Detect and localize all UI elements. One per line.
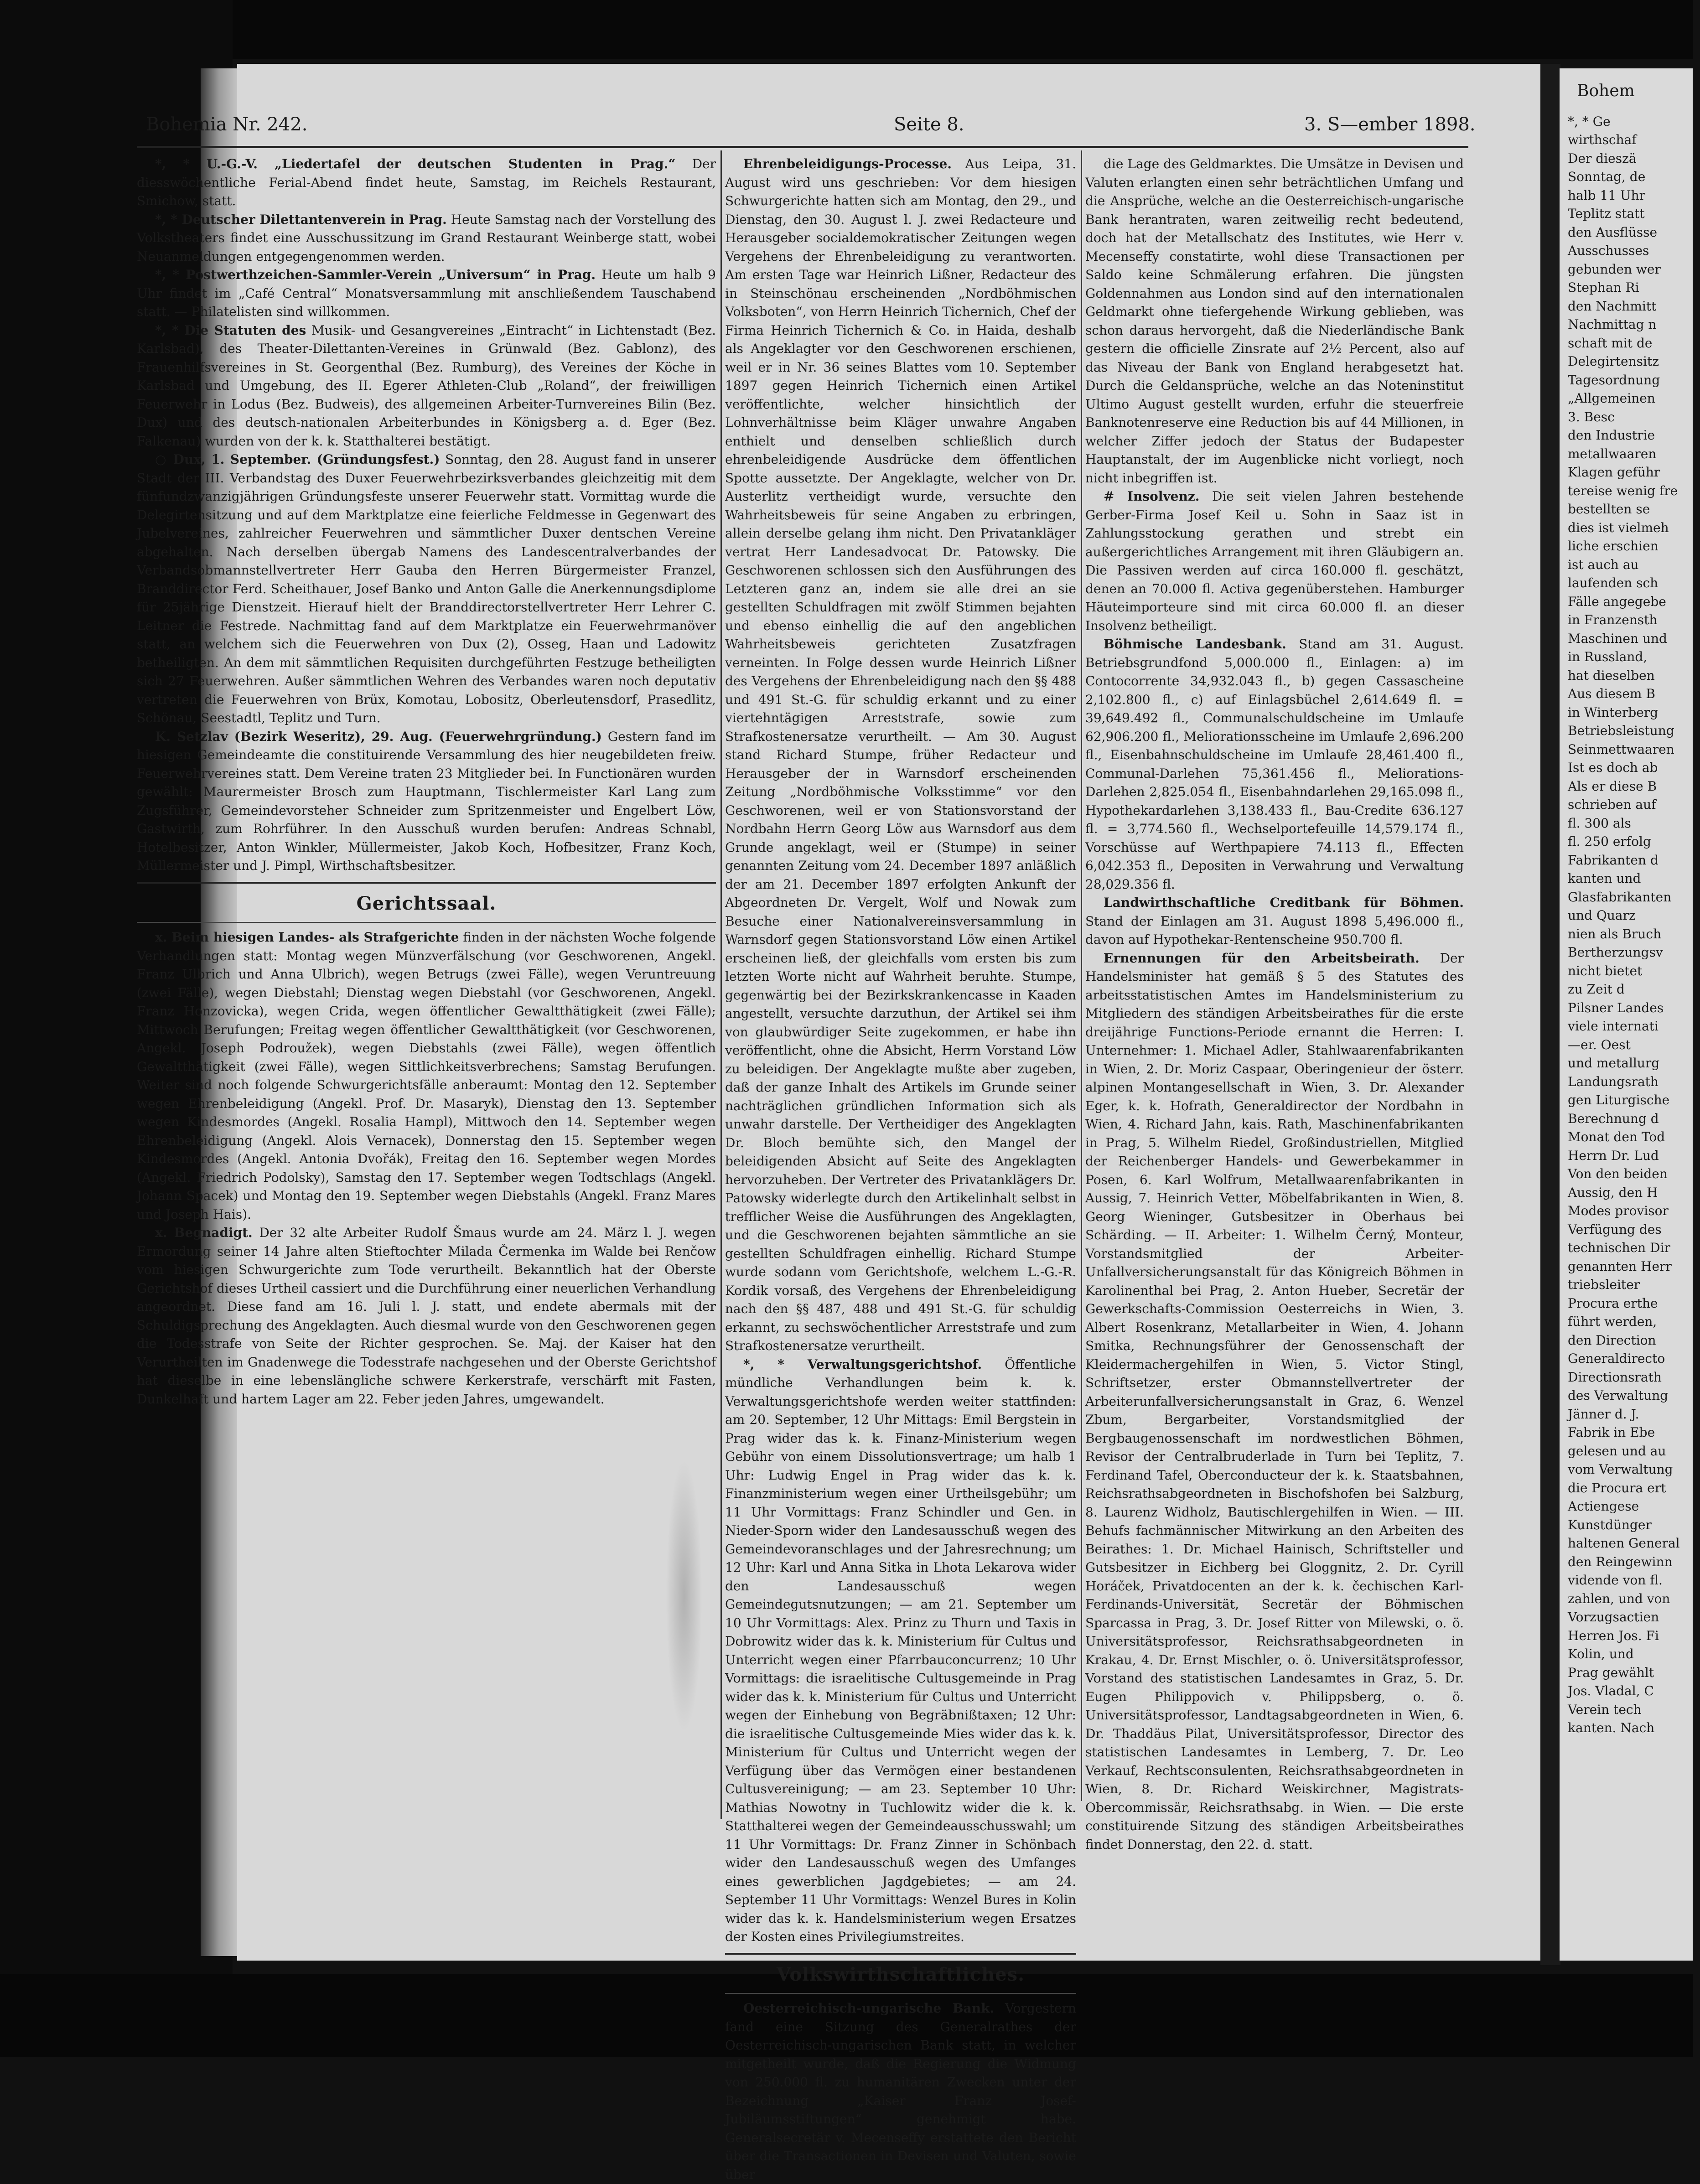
article-paragraph: [725, 1999, 1076, 2184]
article-paragraph: [137, 1224, 716, 1408]
adjacent-page-line: „Allgemeinen: [1568, 391, 1655, 406]
column-2-notices: [725, 155, 1076, 1946]
article-paragraph: [137, 155, 716, 211]
article-lead: *, * Die Statuten des: [155, 322, 306, 338]
adjacent-page-line: Generaldirecto: [1568, 1351, 1665, 1366]
article-paragraph: [137, 321, 716, 451]
scan-background-top: [0, 0, 1693, 59]
adjacent-page-line: den Industrie: [1568, 428, 1655, 443]
adjacent-page-line: den Direction: [1568, 1332, 1656, 1348]
adjacent-page-line: in Russland,: [1568, 649, 1648, 664]
section-rule: [725, 1953, 1076, 1955]
article-lead: Ehrenbeleidigungs-Processe.: [743, 156, 952, 171]
adjacent-page-line: wirthschaf: [1568, 132, 1637, 147]
adjacent-page-line: metallwaaren: [1568, 446, 1657, 461]
article-lead: x. Beim hiesigen Landes- als Strafgerichte: [155, 930, 459, 945]
adjacent-page: [1560, 68, 1693, 1961]
adjacent-page-line: Aus diesem B: [1568, 686, 1655, 701]
adjacent-page-line: Jänner d. J.: [1568, 1406, 1639, 1422]
adjacent-page-line: Prag gewählt: [1568, 1665, 1654, 1680]
adjacent-page-line: 3. Besc: [1568, 409, 1615, 424]
adjacent-page-line: Ausschusses: [1568, 243, 1649, 258]
header-page-number: Seite 8.: [894, 114, 964, 135]
adjacent-page-line: liche erschien: [1568, 538, 1659, 554]
article-lead: ○ Dux, 1. September. (Gründungsfest.): [155, 452, 440, 467]
adjacent-page-line: und metallurg: [1568, 1056, 1660, 1071]
article-text: Öffentliche mündliche Verhandlungen beim k. k. Verwaltungsgerichtshofe werden weiter stattfinden: am 20. September, 12 Uhr Mittags: Emil Bergstein in Prag wider das k. k. Finanz-Ministerium wegen Gebühr von einem Dissolutionsvertrage; um halb 1 Uhr: Ludwig Engel in Prag wider das k. k. Finanzministerium wegen einer Urtheilsgebühr; um 11 Uhr Vormittags: Franz Schindler und Gen. in Nieder-Sporn wider den Landesausschuß wegen des Gemeindevoranschlages und der Jahresrechnung; um 12 Uhr: Karl und Anna Sitka in Lhota Lekarova wider den Landesausschuß wegen Gemeindegutsnutzungen; — am 21. September um 10 Uhr Vormittags: Alex. Prinz zu Thurn und Taxis in Dobrowitz wider das k. k. Ministerium für Cultus und Unterricht wegen einer Pfarrbauconcurrenz; 10 Uhr Vormittags: die israelitische Cultusgemeinde in Prag wider das k. k. Ministerium für Cultus und Unterricht wegen der Einhebung von Begräbnißtaxen; 12 Uhr: die israelitische Cultusgemeinde Mies wider das k. k. Ministerium für Cultus und Unterricht wegen der Verfügung über das Vermögen einer bestandenen Cultusvereinigung; — am 23. September 10 Uhr: Mathias Nowotny in Tuchlowitz wider die k. k. Statthalterei wegen der Gemeindeausschusswahl; um 11 Uhr Vormittags: Dr. Franz Zinner in Schönbach wider den Landesausschuß wegen des Umfanges eines gewerblichen Jagdgebietes; — am 24. September 11 Uhr Vormittags: Wenzel Bures in Kolin wider das k. k. Handelsministerium wegen Ersatzes der Kosten eines Privilegiumstreites.: [725, 1356, 1076, 1944]
adjacent-page-line: viele internati: [1568, 1019, 1659, 1034]
adjacent-page-line: kanten und: [1568, 871, 1641, 886]
article-text: Aus Leipa, 31. August wird uns geschrieben: Vor dem hiesigen Schwurgerichte hatten sich am Montag, den 29., und Dienstag, den 30. August l. J. zwei Redacteure und Herausgeber socialdemokratischer Zeitungen wegen Vergehens der Ehrenbeleidigung zu verantworten. Am ersten Tage war Heinrich Lißner, Redacteur des in Steinschönau erscheinenden „Nordböhmischen Volksboten“, von Herrn Heinrich Tichernich, Chef der Firma Heinrich Tichernich & Co. in Haida, deshalb als Angeklagter vor den Geschworenen erschienen, weil er in Nr. 36 seines Blattes vom 10. September 1897 gegen Heinrich Tichernich einen Artikel veröffentlichte, welcher hinsichtlich der Lohnverhältnisse beim Kläger unwahre Angaben enthielt und denselben schließlich durch ehrenbeleidigende Ausdrücke dem öffentlichen Spotte aussetzte. Der Angeklagte, welcher von Dr. Austerlitz vertheidigt wurde, versuchte den Wahrheitsbeweis für seine Angaben zu erbringen, allein derselbe gelang ihm nicht. Den Privatankläger vertrat Herr Landesadvocat Dr. Patowsky. Die Geschworenen schlossen sich den Ausführungen des Letzteren ganz an, indem sie alle drei an sie gestellten Schuldfragen mit zwölf Stimmen bejahten und ebenso einhellig die auf den angeblichen Wahrheitsbeweis gerichteten Zusatzfragen verneinten. In Folge dessen wurde Heinrich Lißner des Vergehens der Ehrenbeleidigung nach den §§ 488 und 491 St.-G. für schuldig erkannt und zu einer viertehntägigen Arreststrafe, sowie zum Strafkostenersatze verurtheilt. — Am 30. August stand Richard Stumpe, früher Redacteur und Herausgeber der in Warnsdorf erscheinenden Zeitung „Nordböhmische Volksstimme“ vor den Geschworenen, weil er von Stationsvorstand der Nordbahn Herrn Georg Löw aus Warnsdorf aus dem Grunde angeklagt, weil er (Stumpe) in seiner genannten Zeitung vom 24. December 1897 anläßlich der am 21. December 1897 erfolgten Ankunft der Abgeordneten Dr. Vergelt, Wolf und Nowak zum Besuche einer Nationalvereinsversammlung in Warnsdorf gegen Stationsvorstand Löw einen Artikel erscheinen ließ, der gleichfalls vom ersten bis zum letzten Worte nicht auf Wahrheit beruhte. Stumpe, gegenwärtig bei der Bezirkskrankencasse in Kaaden angestellt, versuchte darzuthun, der Artikel sei ihm von glaubwürdiger Seite zugekommen, er habe ihn veröffentlicht, ohne die Absicht, Herrn Vorstand Löw zu beleidigen. Der Angeklagte mußte aber zugeben, daß der ganze Inhalt des Artikels im Grunde seiner nachträglichen gründlichen Information sich als unwahr darstelle. Der Vertheidiger des Angeklagten Dr. Bloch bemühte sich, den Mangel der beleidigenden Absicht auf Seite des Angeklagten hervorzuheben. Der Vertreter des Privatanklägers Dr. Patowsky widerlegte durch den Artikelinhalt selbst in trefflicher Weise die Ausführungen des Angeklagten, und die Geschworenen bejahten sämmtliche an sie gestellten Schuldfragen einhellig. Richard Stumpe wurde sodann vom Gerichtshofe, welchem L.-G.-R. Kordik vorsaß, des Vergehens der Ehrenbeleidigung nach den §§ 487, 488 und 491 St.-G. für schuldig erkannt, zu sechswöchentlicher Arreststrafe und zum Strafkostenersatze verurtheilt.: [725, 156, 1077, 1353]
article-text: Der 32 alte Arbeiter Rudolf Šmaus wurde am 24. März l. J. wegen Ermordung seiner 14 Jahre alten Stieftochter Milada Čermenka im Walde bei Renčow vom hiesigen Schwurgerichte zum Tode verurtheilt. Bekanntlich hat der Oberste Gerichtshof dieses Urtheil cassiert und die Durchführung einer neuerlichen Verhandlung angeordnet. Diese fand am 16. Juli l. J. statt, und endete abermals mit der Schuldigsprechung des Angeklagten. Auch diesmal wurde von den Geschworenen gegen die Todesstrafe von Seite der Richter gesprochen. Se. Maj. der Kaiser hat den Verurtheilten im Gnadenwege die Todesstrafe nachgesehen und der Oberste Gerichtshof hat dieselbe in eine lebenslängliche schwere Kerkerstrafe, verschärft mit Fasten, Dunkelhaft und hartem Lager am 22. Feber jeden Jahres, umgewandelt.: [137, 1225, 716, 1407]
article-paragraph: [1085, 635, 1464, 894]
adjacent-page-line: zu Zeit d: [1568, 982, 1625, 997]
adjacent-page-header: Bohem: [1577, 82, 1635, 100]
column-2: [725, 155, 1077, 2182]
column-divider-1: [720, 150, 722, 1819]
adjacent-page-line: den Nachmitt: [1568, 298, 1657, 314]
article-text: die Lage des Geldmarktes. Die Umsätze in Devisen und Valuten erlangten einen sehr beträchtlichen Umfang und die Ansprüche, welche an die Oesterreichisch-ungarische Bank herantraten, waren zeitweilig recht bedeutend, doch hat der Metallschatz des Institutes, wie Herr v. Mecenseffy constatirte, wohl diese Transactionen per Saldo keine Schmälerung erfahren. Die jüngsten Goldennahmen aus London sind auf den internationalen Geldmarkt ohne tiefergehende Wirkung geblieben, was schon daraus hervorgeht, daß die Niederländische Bank gestern die officielle Zinsrate auf 2½ Percent, also auf das Niveau der Bank von England herabgesetzt hat. Durch die Geldansprüche, welche an das Noteninstitut Ultimo August gestellt wurden, erfuhr die steuerfreie Banknotenreserve eine Reduction bis auf 44 Millionen, in welcher Ziffer jedoch der Status der Budapester Hauptanstalt, der im Augenblicke nicht vorliegt, noch nicht inbegriffen ist.: [1085, 156, 1464, 486]
adjacent-page-lines: [1568, 113, 1700, 1738]
article-text: Vorgestern fand eine Sitzung des Generalrathes der Oesterreichisch-ungarischen Bank statt, in welcher mitgetheilt wurde, daß die Regierung die Widmung von 250.000 fl. zu humanitären Zwecken unter der Bezeichnung „Kaiser Franz Josef-Jubiläumsstiftungen“ genehmigt habe. Generalsecretär v. Mecenseffy erstattete den Bericht über die Transactionen in Devisen und Valuten, sowie über: [725, 2001, 1076, 2182]
article-text: Gestern fand im hiesigen Gemeindeamte die constituirende Versammlung des hier neugebildeten freiw. Feuerwehrvereines statt. Dem Vereine traten 23 Mitglieder bei. In Functionären wurden gewählt: Maurermeister Brosch zum Hauptmann, Tischlermeister Karl Lang zum Zugsführer, Gemeindevorsteher Schneider zum Spritzenmeister und Engelbert Löw, Gastwirth, zum Rohrführer. In den Ausschuß wurden berufen: Andreas Schnabl, Hotelbesitzer, Anton Winkler, Müllermeister, Jakob Koch, Hofbesitzer, Franz Koch, Müllermeister und J. Pimpl, Wirthschaftsbesitzer.: [137, 729, 716, 873]
header-rule: [137, 146, 1468, 148]
column-3-notices: [1085, 155, 1464, 1854]
adjacent-page-line: gelesen und au: [1568, 1443, 1666, 1459]
article-lead: Landwirthschaftliche Creditbank für Böhmen.: [1104, 895, 1464, 910]
column-1: [137, 155, 716, 1865]
header-newspaper-issue: Bohemia Nr. 242.: [146, 114, 308, 135]
adjacent-page-line: Verfügung des: [1568, 1221, 1662, 1237]
article-lead: *, * Verwaltungsgerichtshof.: [743, 1356, 982, 1372]
adjacent-page-line: dies ist vielmeh: [1568, 520, 1669, 535]
adjacent-page-line: Vorzugsactien: [1568, 1610, 1659, 1625]
adjacent-page-line: zahlen, und von: [1568, 1591, 1670, 1606]
article-paragraph: [725, 1356, 1076, 1946]
column-1-notices: [137, 155, 716, 875]
adjacent-page-line: ist auch au: [1568, 557, 1639, 572]
adjacent-page-line: Fabrik in Ebe: [1568, 1425, 1655, 1440]
adjacent-page-line: technischen Dir: [1568, 1240, 1670, 1255]
adjacent-page-line: die Procura ert: [1568, 1480, 1666, 1496]
adjacent-page-line: Tagesordnung: [1568, 372, 1660, 388]
column-divider-2: [1081, 150, 1082, 1801]
adjacent-page-line: Kunstdünger: [1568, 1517, 1652, 1532]
adjacent-page-line: Seinmettwaaren: [1568, 741, 1674, 757]
adjacent-page-line: Pilsner Landes: [1568, 1000, 1664, 1015]
adjacent-page-line: kanten. Nach: [1568, 1720, 1655, 1735]
article-text: Die seit vielen Jahren bestehende Gerber-Firma Josef Keil u. Sohn in Saaz ist in Zahlungsstockung gerathen und strebt ein außergerichtliches Arrangement mit ihren Gläubigern an. Die Passiven werden auf circa 160.000 fl. geschätzt, denen an 70.000 fl. Activa gegenüberstehen. Hamburger Häuteimporteure sind mit circa 60.000 fl. an dieser Insolvenz betheiligt.: [1085, 489, 1464, 633]
adjacent-page-line: tereise wenig fre: [1568, 483, 1678, 498]
article-paragraph: [1085, 487, 1464, 635]
article-text: Sonntag, den 28. August fand in unserer Stadt der III. Verbandstag des Duxer Feuerwehrbezirksverbandes gleichzeitig mit dem fünfundzwanzigjährigen Gründungsfeste unserer Feuerwehr statt. Vormittag wurde die Delegirtensitzung und auf dem Marktplatze eine feierliche Feldmesse in Gegenwart des Jubelvereines, zahlreicher Feuerwehren und sämmtlicher Duxer dentschen Vereine abgehalten. Nach derselben übergab Namens des Landescentralverbandes der Verbandsobmannstellvertreter Herr Gauba den Herren Bürgermeister Franzel, Branddirector Ferd. Scheithauer, Josef Banko und Anton Galle die Anerkennungsdiplome für 25jährige Dienstzeit. Hierauf hielt der Branddirectorstellvertreter Herr Lehrer C. Leitner die Festrede. Nachmittag fand auf dem Marktplatze ein Feuerwehrmanöver statt, an welchem sich die Feuerwehren von Dux (2), Osseg, Haan und Ladowitz betheiligten. An dem mit sämmtlichen Requisiten durchgeführten Festzuge betheiligten sich 27 Feuerwehren. Außer sämmtlichen Wehren des Verbandes waren noch deputativ vertreten die Feuerwehren von Brüx, Komotau, Lobositz, Oberleutensdorf, Prasedlitz, Schönau, Seestadtl, Teplitz und Turn.: [137, 452, 716, 725]
article-lead: x. Begnadigt.: [155, 1225, 253, 1240]
adjacent-page-line: Modes provisor: [1568, 1203, 1669, 1218]
adjacent-page-line: Ist es doch ab: [1568, 760, 1658, 775]
economy-notices: [725, 1999, 1076, 2184]
article-paragraph: [1085, 155, 1464, 487]
article-lead: # Insolvenz.: [1104, 489, 1200, 504]
article-text: Stand der Einlagen am 31. August 1898 5,496.000 fl., davon auf Hypothekar-Rentenscheine 950.700 fl.: [1085, 913, 1464, 947]
adjacent-page-line: schaft mit de: [1568, 335, 1653, 351]
adjacent-page-line: Directionsrath: [1568, 1369, 1662, 1385]
adjacent-page-line: gebunden wer: [1568, 261, 1661, 277]
court-notices: [137, 928, 716, 1408]
article-paragraph: [137, 266, 716, 321]
adjacent-page-line: Procura erthe: [1568, 1295, 1658, 1311]
adjacent-page-line: vidende von fl.: [1568, 1573, 1663, 1588]
adjacent-page-line: schrieben auf: [1568, 797, 1656, 812]
adjacent-page-line: Klagen geführ: [1568, 465, 1660, 480]
article-text: Stand am 31. August. Betriebsgrundfond 5,000.000 fl., Einlagen: a) im Contocorrente 34,932.043 fl., b) gegen Cassascheine 2,102.800 fl., c) auf Einlagsbüchel 2,614.649 fl. = 39,649.492 fl., Communalschuldscheine im Umlaufe 62,906.200 fl., Meliorationsscheine im Umlaufe 2,696.200 fl., Eisenbahnschuldscheine im Umlaufe 28,461.400 fl., Communal-Darlehen 75,361.456 fl., Meliorations-Darlehen 2,825.054 fl., Eisenbahndarlehen 29,165.098 fl., Hypothekardarlehen 3,138.433 fl., Bau-Credite 636.127 fl. = 3,774.560 fl., Wechselportefeuille 14,579.174 fl., Vorschüsse auf Werthpapiere 74.113 fl., Effecten 6,042.353 fl., Depositen in Verwahrung und Verwaltung 28,029.356 fl.: [1085, 637, 1464, 892]
page-header: [141, 114, 1476, 141]
article-text: Der diesswöchentliche Ferial-Abend findet heute, Samstag, im Reichels Restaurant, Smichow, statt.: [137, 156, 716, 208]
adjacent-page-line: laufenden sch: [1568, 575, 1659, 590]
adjacent-page-line: halb 11 Uhr: [1568, 187, 1646, 203]
adjacent-page-line: fl. 300 als: [1568, 815, 1631, 831]
adjacent-page-line: fl. 250 erfolg: [1568, 834, 1651, 849]
adjacent-page-line: Als er diese B: [1568, 778, 1657, 794]
adjacent-page-line: bestellten se: [1568, 502, 1650, 517]
adjacent-page-line: Kolin, und: [1568, 1646, 1634, 1661]
adjacent-page-line: vom Verwaltung: [1568, 1462, 1673, 1477]
adjacent-page-line: Landungsrath: [1568, 1074, 1659, 1089]
column-3: [1085, 155, 1464, 1852]
article-paragraph: [137, 450, 716, 728]
adjacent-page-line: Fabrikanten d: [1568, 852, 1659, 868]
article-lead: *, * U.-G.-V. „Liedertafel der deutschen Studenten in Prag.“: [155, 156, 676, 171]
adjacent-page-line: —er. Oest: [1568, 1037, 1631, 1052]
adjacent-page-line: Aussig, den H: [1568, 1185, 1658, 1200]
adjacent-page-line: nien als Bruch: [1568, 926, 1662, 942]
adjacent-page-line: Bertherzungsv: [1568, 945, 1663, 960]
adjacent-page-line: Von den beiden: [1568, 1166, 1668, 1181]
adjacent-page-line: den Ausflüsse: [1568, 224, 1658, 240]
adjacent-page-line: Stephan Ri: [1568, 280, 1639, 295]
adjacent-page-line: des Verwaltung: [1568, 1388, 1669, 1403]
adjacent-page-line: Herrn Dr. Lud: [1568, 1148, 1659, 1163]
adjacent-page-line: genannten Herr: [1568, 1258, 1672, 1274]
adjacent-page-line: nicht bietet: [1568, 963, 1643, 978]
adjacent-page-line: Fälle angegebe: [1568, 594, 1666, 609]
adjacent-page-line: führt werden,: [1568, 1314, 1657, 1329]
article-paragraph: [137, 928, 716, 1224]
article-text: Heute Samstag nach der Vorstellung des Volkstheaters findet eine Ausschussitzung im Grand Restaurant Weinberge statt, wobei Neuanmeldungen entgegengenommen werden.: [137, 212, 716, 264]
adjacent-page-line: haltenen General: [1568, 1536, 1680, 1551]
header-date: 3. S—ember 1898.: [1304, 114, 1476, 135]
adjacent-page-line: Sonntag, de: [1568, 169, 1646, 184]
article-paragraph: [1085, 894, 1464, 949]
section-title-volkswirthschaftliches: Volkswirthschaftliches.: [776, 1963, 1025, 1985]
article-text: Heute um halb 9 Uhr findet im „Café Central“ Monatsversammlung mit anschließendem Tauschabend statt. — Philatelisten sind willkommen.: [137, 267, 716, 319]
adjacent-page-line: Monat den Tod: [1568, 1129, 1665, 1144]
adjacent-page-line: in Winterberg: [1568, 704, 1659, 720]
page-gutter: [1540, 64, 1560, 1965]
adjacent-page-line: Teplitz statt: [1568, 206, 1645, 221]
adjacent-page-line: triebsleiter: [1568, 1277, 1640, 1292]
article-lead: *, * Deutscher Dilettantenverein in Prag.: [155, 212, 447, 227]
adjacent-page-line: Verein tech: [1568, 1702, 1642, 1717]
adjacent-page-line: Glasfabrikanten: [1568, 889, 1672, 905]
adjacent-page-line: Berechnung d: [1568, 1111, 1659, 1126]
adjacent-page-line: hat dieselben: [1568, 668, 1655, 683]
adjacent-page-line: den Reingewinn: [1568, 1554, 1673, 1569]
adjacent-page-line: Actiengese: [1568, 1499, 1639, 1514]
section-subrule: [137, 922, 716, 923]
adjacent-page-line: Herren Jos. Fi: [1568, 1628, 1659, 1643]
section-title-gerichtssaal: Gerichtssaal.: [356, 892, 497, 914]
article-lead: *, * Postwerthzeichen-Sammler-Verein „Universum“ in Prag.: [155, 267, 596, 282]
article-paragraph: [137, 728, 716, 875]
adjacent-page-line: Maschinen und: [1568, 631, 1667, 646]
article-paragraph: [1085, 949, 1464, 1854]
article-lead: K. Setzlav (Bezirk Weseritz), 29. Aug. (Feuerwehrgründung.): [155, 729, 602, 744]
article-paragraph: [725, 155, 1076, 1356]
adjacent-page-line: Delegirtensitz: [1568, 354, 1659, 369]
article-lead: Böhmische Landesbank.: [1104, 637, 1286, 652]
article-lead: Ernennungen für den Arbeitsbeirath.: [1104, 950, 1420, 966]
adjacent-page-line: Jos. Vladal, C: [1568, 1683, 1654, 1698]
adjacent-page-line: Betriebsleistung: [1568, 723, 1674, 738]
adjacent-page-line: Nachmittag n: [1568, 317, 1657, 332]
adjacent-page-line: *, * Ge: [1568, 114, 1611, 129]
article-paragraph: [137, 211, 716, 266]
article-text: finden in der nächsten Woche folgende Verhandlungen statt: Montag wegen Münzverfälschung (vor Geschworenen, Angekl. Franz Ulbrich und Anna Ulbrich), wegen Betrugs (zwei Fälle), wegen Veruntreuung (zwei Fälle), wegen Diebstahl; Dienstag wegen Diebstahl (vor Geschworenen, Angekl. Franz Honzovicka), wegen Crida, wegen öffentlicher Gewaltthätigkeit (zwei Fälle); Mittwoch Berufungen; Freitag wegen öffentlicher Gewaltthätigkeit (vor Geschworenen, Angekl. Joseph Podroužek), wegen Diebstahls (zwei Fälle), wegen öffentlich Gewaltthätigkeit (zwei Fälle), wegen Sittlichkeitsverbrechens; Samstag Berufungen. Weiter sind noch folgende Schwurgerichtsfälle anberaumt: Montag den 12. September wegen Ehrenbeleidigung (Angekl. Prof. Dr. Masaryk), Dienstag den 13. September wegen Kindesmordes (Angekl. Rosalia Hampl), Mittwoch den 14. September wegen Ehrenbeleidigung (Angekl. Alois Vernacek), Donnerstag den 15. September wegen Kindesmordes (Angekl. Antonia Dvořák), Freitag den 16. September wegen Mordes (Angekl. Friedrich Podolsky), Samstag den 17. September wegen Todtschlags (Angekl. Johann Spacek) und Montag den 19. September wegen Diebstahls (Angekl. Franz Mares und Joseph Hais).: [137, 930, 716, 1222]
adjacent-page-line: Der dieszä: [1568, 150, 1637, 166]
adjacent-page-column: [1560, 82, 1700, 1951]
binding-shadow: [666, 1459, 702, 1733]
article-text: Musik- und Gesangvereines „Eintracht“ in Lichtenstadt (Bez. Karlsbad), des Theater-Dilettanten-Vereines in Grünwald (Bez. Gablonz), des Frauenhilfsvereines in St. Georgenthal (Bez. Rumburg), des Vereines der Köche in Karlsbad und Umgebung, des II. Egerer Athleten-Club „Roland“, der freiwilligen Feuerwehr in Lodus (Bez. Budweis), des allgemeinen Arbeiter-Turnvereines Bilin (Bez. Dux) und des deutsch-nationalen Arbeiterbundes in Königsberg a. d. Eger (Bez. Falkenau) wurden von der k. k. Statthalterei bestätigt.: [137, 322, 716, 449]
adjacent-page-line: in Franzensth: [1568, 612, 1658, 627]
adjacent-page-line: und Quarz: [1568, 908, 1636, 923]
section-rule: [137, 882, 716, 884]
section-subrule: [725, 1993, 1076, 1994]
adjacent-page-line: gen Liturgische: [1568, 1092, 1670, 1108]
article-text: Der Handelsminister hat gemäß § 5 des Statutes des arbeitsstatistischen Amtes im Handelsministerium zu Mitgliedern des ständigen Arbeitsbeirathes für die erste dreijährige Functions-Periode ernannt die Herren: I. Unternehmer: 1. Michael Adler, Stahlwaarenfabrikanten in Wien, 2. Dr. Moriz Caspaar, Oberingenieur der österr. alpinen Montangesellschaft in Wien, 3. Dr. Alexander Eger, k. k. Hofrath, Generaldirector der Nordbahn in Wien, 4. Richard Jahn, kais. Rath, Maschinenfabrikanten in Prag, 5. Wilhelm Riedel, Großindustriellen, Mitglied der Reichenberger Handels- und Gewerbekammer in Posen, 6. Karl Wolfrum, Metallwaarenfabrikanten in Aussig, 7. Heinrich Vetter, Möbelfabrikanten in Wien, 8. Georg Wieninger, Gutsbesitzer in Oberhaus bei Schärding. — II. Arbeiter: 1. Wilhelm Černý, Monteur, Vorstandsmitglied der Arbeiter-Unfallversicherungsanstalt für das Königreich Böhmen in Karolinenthal bei Prag, 2. Anton Hueber, Secretär der Gewerkschafts-Commission Oesterreichs in Wien, 3. Albert Rosenkranz, Metallarbeiter in Wien, 4. Johann Smitka, Rechnungsführer der Genossenschaft der Kleidermachergehilfen in Wien, 5. Victor Stingl, Schriftsetzer, erster Obmannstellvertreter der Arbeiterunfallversicherungsanstalt in Graz, 6. Wenzel Zbum, Bergarbeiter, Vorstandsmitglied der Bergbaugenossenschaft im nordwestlichen Böhmen, Revisor der Centralbruderlade in Turn bei Teplitz, 7. Ferdinand Tafel, Oberconducteur der k. k. Staatsbahnen, Reichsrathsabgeordneten in Bischofshofen bei Salzburg, 8. Laurenz Widholz, Bautischlergehilfen in Wien. — III. Behufs fachmännischer Mitwirkung an den Arbeiten des Beirathes: 1. Dr. Michael Hainisch, Schriftsteller und Gutsbesitzer in Eichberg bei Gloggnitz, 2. Dr. Cyrill Horáček, Privatdocenten an der k. k. čechischen Karl-Ferdinands-Universität, Secretär der Böhmischen Sparcassa in Prag, 3. Dr. Josef Ritter von Milewski, o. ö. Universitätsprofessor, Reichsrathsabgeordneten in Krakau, 4. Dr. Ernst Mischler, o. ö. Universitätsprofessor, Vorstand des statistischen Landesamtes in Graz, 5. Dr. Eugen Philippovich v. Philippsberg, o. ö. Universitätsprofessor, Landtagsabgeordneten in Wien, 6. Dr. Thaddäus Pilat, Universitätsprofessor, Director des statistischen Landesamtes in Lemberg, 7. Dr. Leo Verkauf, Rechtsconsulenten, Reichsrathsabgeordneten in Wien, 8. Dr. Richard Weiskirchner, Magistrats-Obercommissär, Reichsrathsabg. in Wien. — Die erste constituirende Sitzung des ständigen Arbeitsbeirathes findet Donnerstag, den 22. d. statt.: [1085, 950, 1464, 1852]
article-lead: Oesterreichisch-ungarische Bank.: [743, 2001, 995, 2016]
